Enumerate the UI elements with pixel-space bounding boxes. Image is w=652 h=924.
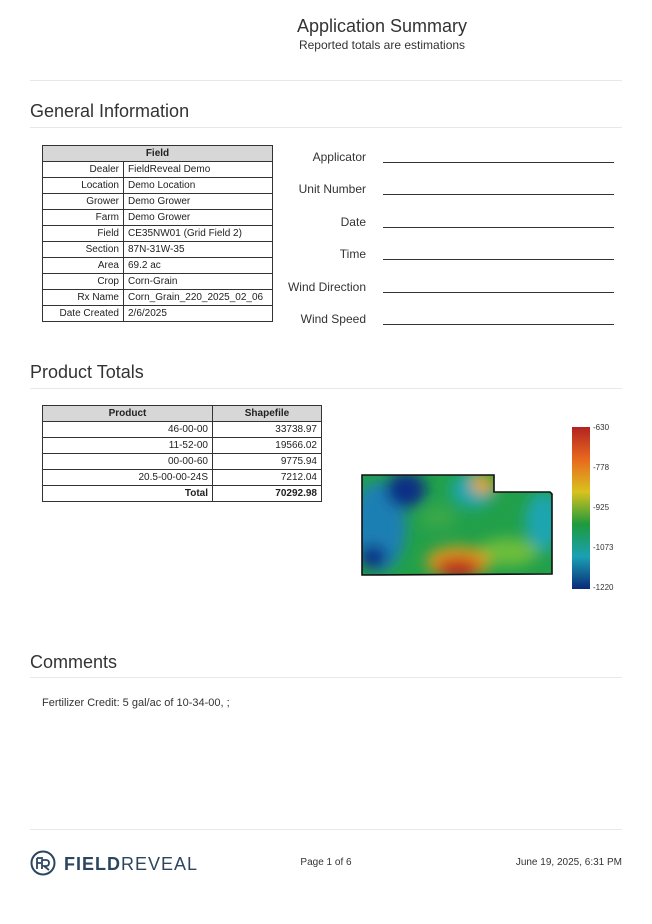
legend-color-scale [572,427,590,589]
field-row-value: Demo Grower [124,194,273,210]
field-row-key: Crop [43,274,124,290]
field-row-key: Rx Name [43,290,124,306]
field-row [43,290,273,306]
legend-tick: -925 [593,503,610,512]
field-row-key: Section [43,242,124,258]
field-row [43,306,273,322]
form-blank-line [383,162,614,163]
product-totals-table [42,405,322,502]
field-row-key: Area [43,258,124,274]
field-row-value: 2/6/2025 [124,306,273,322]
field-row [43,162,273,178]
field-row [43,178,273,194]
form-blank-line [383,292,614,293]
field-row-value: FieldReveal Demo [124,162,273,178]
product-name: 00-00-60 [43,454,213,470]
divider [30,388,622,389]
product-name: 11-52-00 [43,438,213,454]
field-row-key: Farm [43,210,124,226]
field-row-value: Demo Location [124,178,273,194]
legend-tick: -630 [593,423,610,432]
total-row [43,486,322,502]
total-value: 70292.98 [213,486,322,502]
total-label: Total [43,486,213,502]
product-shapefile-value: 7212.04 [213,470,322,486]
prescription-map [358,472,558,578]
field-row-value: 87N-31W-35 [124,242,273,258]
form-row [280,182,620,202]
field-table-header: Field [43,146,273,162]
report-subtitle: Reported totals are estimations [298,38,466,52]
form-row [280,150,620,170]
field-row-value: Corn_Grain_220_2025_02_06 [124,290,273,306]
field-row [43,274,273,290]
product-name: 20.5-00-00-24S [43,470,213,486]
product-row [43,438,322,454]
field-row [43,194,273,210]
legend-tick: -1073 [593,543,614,552]
field-row [43,210,273,226]
divider [30,677,622,678]
comment-text: Fertilizer Credit: 5 gal/ac of 10-34-00, ; [42,697,230,709]
column-header-shapefile: Shapefile [213,406,322,422]
form-label: Applicator [312,150,366,164]
product-totals-title: Product Totals [30,362,144,382]
form-label: Time [339,247,366,262]
field-row [43,258,273,274]
form-blank-line [383,324,614,325]
field-row [43,226,273,242]
form-label: Unit Number [298,182,366,197]
divider [30,127,622,128]
product-row [43,470,322,486]
field-row-key: Date Created [43,306,124,322]
product-shapefile-value: 33738.97 [213,422,322,438]
form-blank-line [383,259,614,260]
field-row-key: Field [43,226,124,242]
product-shapefile-value: 19566.02 [213,438,322,454]
product-name: 46-00-00 [43,422,213,438]
divider [30,80,622,81]
field-info-table [42,145,273,322]
column-header-product: Product [43,406,213,422]
general-information-title: General Information [30,101,190,121]
comments-title: Comments [30,652,118,672]
form-row [280,215,620,235]
fieldreveal-logo-icon [30,850,56,876]
field-row-value: CE35NW01 (Grid Field 2) [124,226,273,242]
logo-text-bold: FIELD [64,854,121,874]
legend-tick: -1220 [593,583,614,592]
divider [30,829,622,830]
field-row [43,242,273,258]
field-row-value: Demo Grower [124,210,273,226]
field-row-value: Corn-Grain [124,274,273,290]
product-row [43,454,322,470]
form-label: Wind Speed [300,312,366,326]
form-blank-line [383,227,614,228]
field-row-value: 69.2 ac [124,258,273,274]
field-row-key: Grower [43,194,124,210]
report-title: Application Summary [296,16,468,36]
field-row-key: Dealer [43,162,124,178]
form-blank-line [383,194,614,195]
form-row [280,312,620,332]
report-timestamp: June 19, 2025, 6:31 PM [515,857,622,868]
form-label: Wind Direction [287,279,366,294]
form-row [280,247,620,267]
page-number: Page 1 of 6 [300,857,352,868]
logo-text-light: REVEAL [121,854,199,874]
form-row [280,280,620,300]
legend-tick: -778 [593,463,610,472]
field-row-key: Location [43,178,124,194]
form-label: Date [340,214,366,229]
product-row [43,422,322,438]
product-shapefile-value: 9775.94 [213,454,322,470]
